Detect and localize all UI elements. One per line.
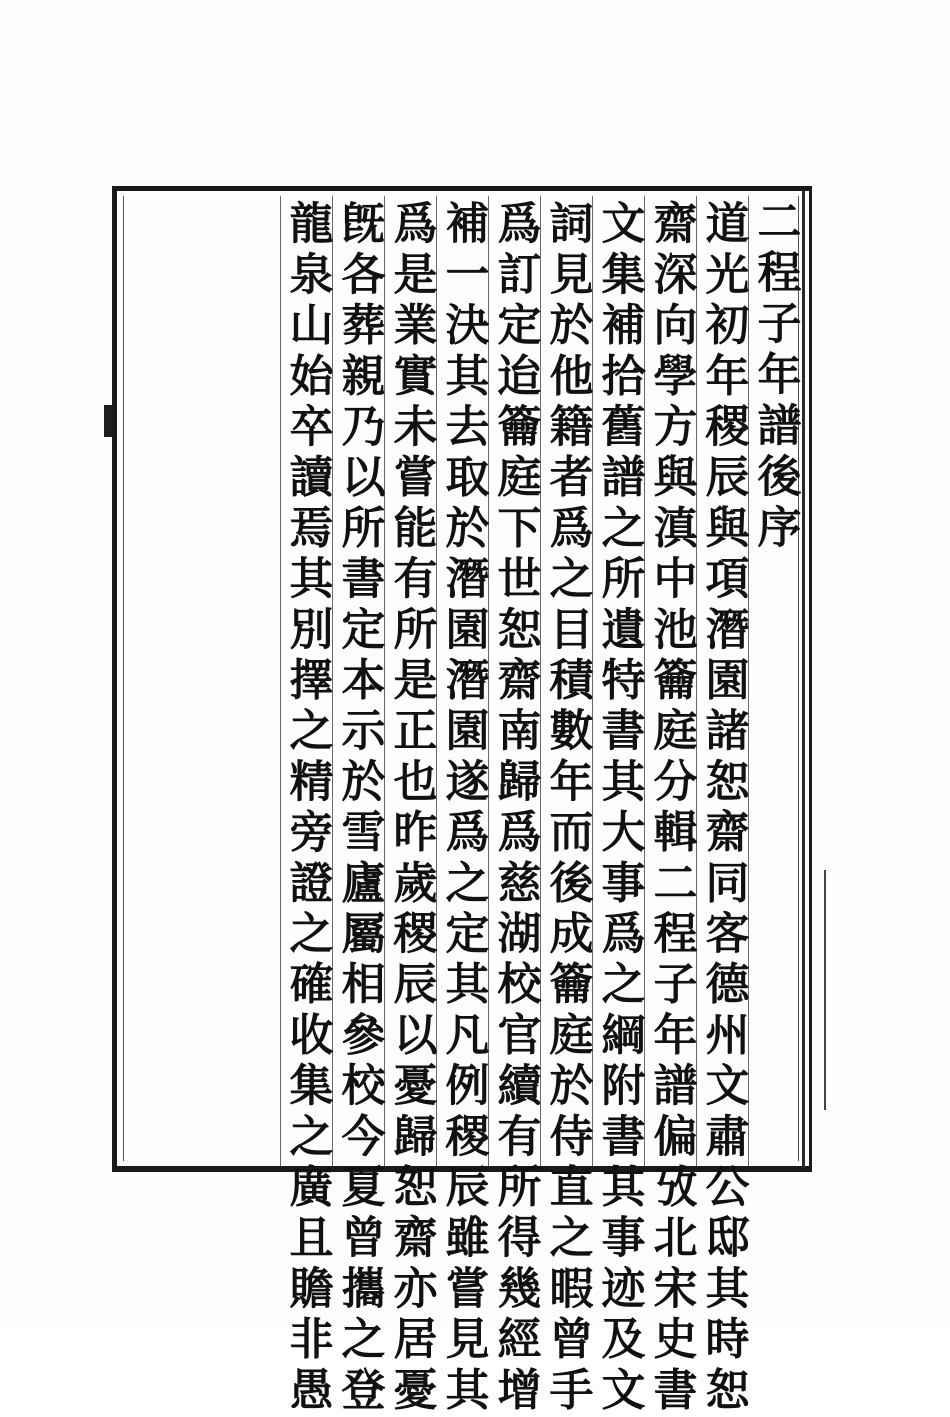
text-column-3 — [592, 196, 645, 1417]
text-columns — [124, 196, 801, 1417]
text-column-2 — [644, 196, 697, 1417]
text-column-4 — [540, 196, 593, 1417]
column-text: 道光初年稷辰與項潛園諸恕齋同客德州文肅公邸其時恕 — [697, 200, 749, 1417]
title-column — [748, 196, 800, 1166]
text-column-7 — [384, 196, 437, 1417]
column-text: 詞見於他籍者爲之目積數年而後成籥庭於侍直之暇曾手 — [541, 200, 593, 1417]
margin-tab-mark — [104, 405, 112, 437]
page-frame-outer-rule — [802, 190, 805, 1168]
document-title: 二程子年譜後序 — [749, 198, 801, 555]
text-column-8 — [332, 196, 385, 1417]
text-column-6 — [436, 196, 489, 1417]
text-column-1 — [696, 196, 749, 1417]
column-text: 齋深向學方與滇中池籥庭分輯二程子年譜偏攷北宋史書 — [645, 200, 697, 1417]
text-column-9 — [280, 196, 333, 1417]
column-text: 爲訂定迨籥庭下世恕齋南歸爲慈湖校官續有所得幾經增 — [489, 200, 541, 1417]
column-text: 補一決其去取於潛園潛園遂爲之定其凡例稷辰雖嘗見其 — [437, 200, 489, 1417]
fold-edge-mark — [812, 870, 826, 1110]
column-text: 龍泉山始卒讀焉其別擇之精旁證之確收集之廣且贍非愚 — [281, 200, 333, 1417]
column-text: 旣各葬親乃以所書定本示於雪廬屬相參校今夏曾攜之登 — [333, 200, 385, 1417]
column-text: 文集補拾舊譜之所遺特書其大事爲之綱附書其事迹及文 — [593, 200, 645, 1417]
column-text: 爲是業實未嘗能有所是正也昨歲稷辰以憂歸恕齋亦居憂 — [385, 200, 437, 1417]
text-column-5 — [488, 196, 541, 1417]
